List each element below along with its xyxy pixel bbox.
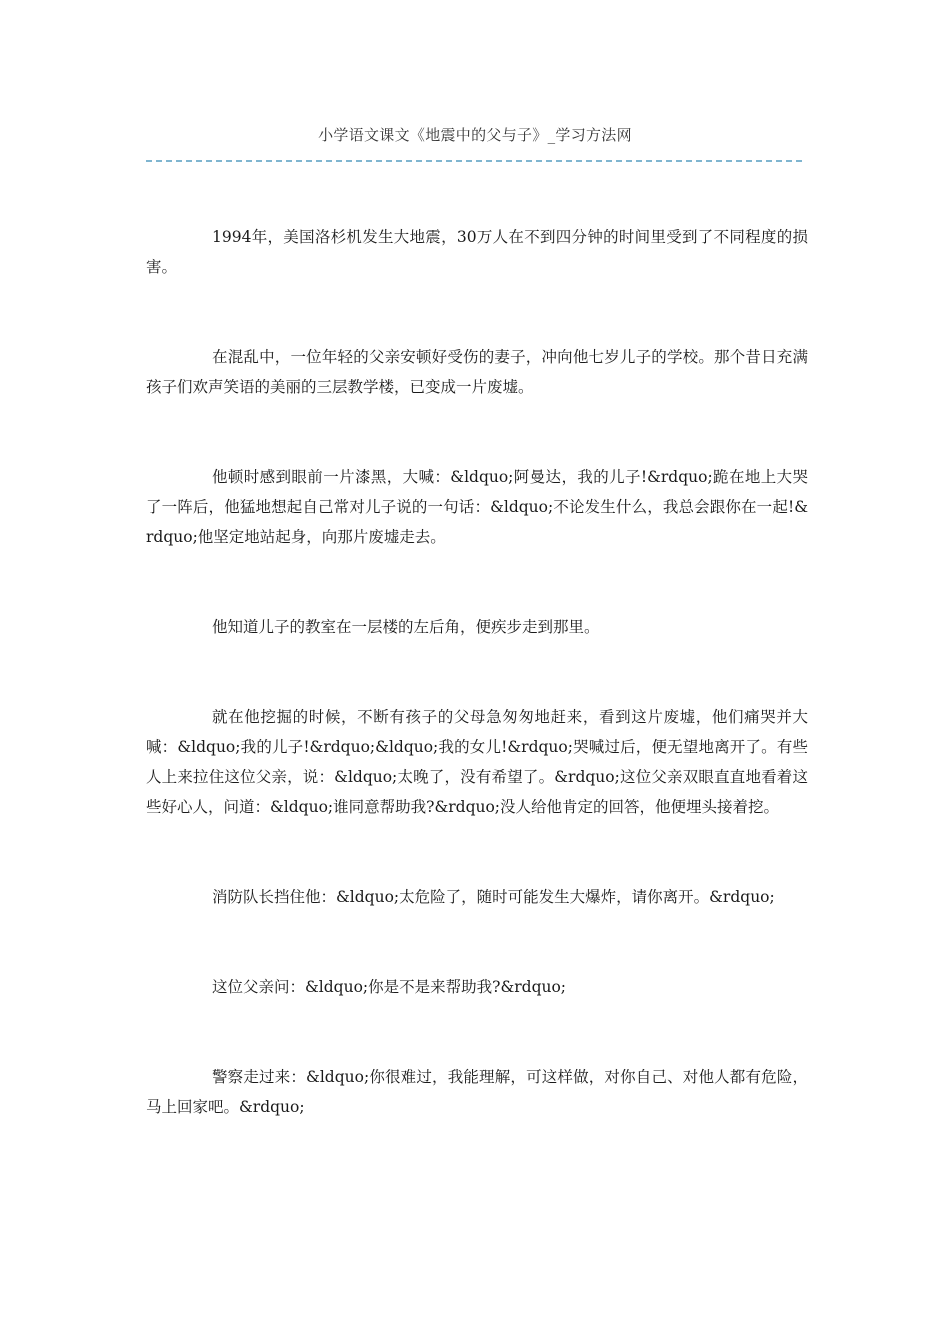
paragraph-5: 就在他挖掘的时候，不断有孩子的父母急匆匆地赶来，看到这片废墟，他们痛哭并大喊：&ldquo;我的儿子!&rdquo;&ldquo;我的女儿!&rdquo;哭喊过后，便无望地离开了。有些人上来拉住这位父亲，说：&ldquo;太晚了，没有希望了。&rdquo;这位父亲双眼直直地看着这些好心人，问道：&ldquo;谁同意帮助我?&rdquo;没人给他肯定的回答，他便埋头接着挖。 [146,708,808,816]
paragraph-6: 消防队长挡住他：&ldquo;太危险了，随时可能发生大爆炸，请你离开。&rdquo; [212,888,775,906]
paragraph-3: 他顿时感到眼前一片漆黑，大喊：&ldquo;阿曼达，我的儿子!&rdquo;跪在地上大哭了一阵后，他猛地想起自己常对儿子说的一句话：&ldquo;不论发生什么，我总会跟你在一起!&rdquo;他坚定地站起身，向那片废墟走去。 [146,468,808,546]
paragraph-2: 在混乱中，一位年轻的父亲安顿好受伤的妻子，冲向他七岁儿子的学校。那个昔日充满孩子们欢声笑语的美丽的三层教学楼，已变成一片废墟。 [146,348,808,396]
article-body [146,222,808,1122]
paragraph-8: 警察走过来：&ldquo;你很难过，我能理解，可这样做，对你自己、对他人都有危险，马上回家吧。&rdquo; [146,1068,808,1116]
header-divider [146,160,802,162]
paragraph-7: 这位父亲问：&ldquo;你是不是来帮助我?&rdquo; [212,978,567,996]
paragraph-4: 他知道儿子的教室在一层楼的左后角，便疾步走到那里。 [212,618,600,636]
document-header-title: 小学语文课文《地震中的父与子》_学习方法网 [318,126,632,144]
paragraph-1: 1994年，美国洛杉机发生大地震，30万人在不到四分钟的时间里受到了不同程度的损害。 [146,228,808,276]
